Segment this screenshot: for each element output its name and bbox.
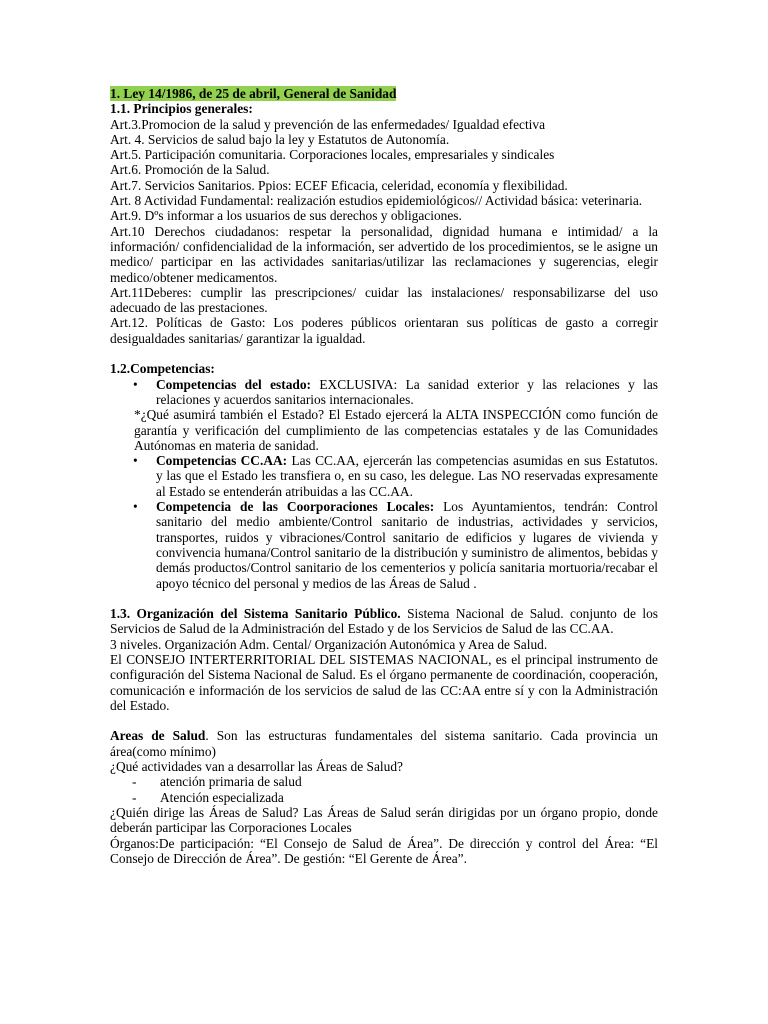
art-7: Art.7. Servicios Sanitarios. Ppios: ECEF Eficacia, celeridad, economía y flexibilidad. — [110, 177, 568, 193]
organos-paragraph: Órganos:De participación: “El Consejo de Salud de Área”. De dirección y control del Área: “El Consejo de Dirección de Área”. De gestión: “El Gerente de Área”. — [110, 835, 658, 866]
consejo-paragraph: El CONSEJO INTERTERRITORIAL DEL SISTEMAS NACIONAL, es el principal instrumento de configuración del Sistema Nacional de Salud. Es el órgano permanente de coordinación, cooperación, comunicación e información de los servicios de salud de las CC:AA entre sí y con la Administración del Estado. — [110, 651, 658, 713]
list-item-atencion-primaria: - atención primaria de salud — [132, 774, 302, 790]
bullet-icon: • — [133, 376, 138, 392]
spacer — [110, 346, 658, 361]
highlighted-title: 1. Ley 14/1986, de 25 de abril, General de Sanidad — [110, 86, 397, 101]
alta-inspeccion-note: *¿Qué asumirá también el Estado? El Estado ejercerá la ALTA INSPECCIÓN como función de garantía y verificación del cumplimiento de las competencias estatales y de las Comunidades Autónomas en materia de sanidad. — [134, 407, 658, 453]
art-9: Art.9. Dºs informar a los usuarios de sus derechos y obligaciones. — [110, 208, 462, 224]
list-item-corporaciones: • Competencia de las Coorporaciones Locales: Los Ayuntamientos, tendrán: Control sanitario del medio ambiente/Control sanitario de industrias, actividades y servicios, transportes, ruidos y vibraciones/Control sanitario de edificios y lugares de vivienda y convivencia humana/Control sanitario de la distribución y suministro de alimentos, bebidas y demás productos/Control sanitario de los cementerios y policía sanitaria mortuoria/recabar el apoyo técnico del personal y medios de las Áreas de Salud . — [133, 499, 658, 591]
art-8: Art. 8 Actividad Fundamental: realización estudios epidemiológicos// Actividad básica: veterinaria. — [110, 193, 643, 209]
art-11: Art.11Deberes: cumplir las prescripciones/ cuidar las instalaciones/ responsabilizarse del uso adecuado de las prestaciones. — [110, 284, 658, 316]
dash-icon: - — [132, 789, 137, 805]
list-item-atencion-especializada: - Atención especializada — [132, 789, 284, 805]
bullet-icon: • — [133, 453, 138, 469]
art-10: Art.10 Derechos ciudadanos: respetar la personalidad, dignidad humana e intimidad/ a la información/ confidencialidad de la información, ser advertido de los procedimientos, se le asigne un medico/ participar en las actividades sanitarias/utilizar las reclamaciones y sugerencias, elegir medico/obtener medicamentos. — [110, 223, 658, 285]
section-1-2-title: 1.2.Competencias: — [110, 361, 215, 377]
document-page — [110, 86, 658, 866]
bullet-icon: • — [133, 499, 138, 515]
section-1-1-title: 1.1. Principios generales: — [110, 101, 253, 117]
areas-paragraph: Areas de Salud. Son las estructuras fundamentales del sistema sanitario. Cada provincia un área(como mínimo) — [110, 728, 658, 759]
art-6: Art.6. Promoción de la Salud. — [110, 162, 270, 178]
spacer — [110, 591, 658, 606]
section-1-title — [110, 86, 658, 101]
niveles-line: 3 niveles. Organización Adm. Cental/ Organización Autonómica y Area de Salud. — [110, 636, 548, 652]
art-4: Art. 4. Servicios de salud bajo la ley y Estatutos de Autonomía. — [110, 131, 450, 147]
section-1-3-paragraph: 1.3. Organización del Sistema Sanitario Público. Sistema Nacional de Salud. conjunto de los Servicios de Salud de la Administración del Estado y de los Servicios de Salud de las CC.AA. — [110, 606, 658, 637]
competencias-list-2 — [110, 453, 658, 591]
list-item-ccaa: • Competencias CC.AA: Las CC.AA, ejercerán las competencias asumidas en sus Estatutos. y las que el Estado les transfiera o, en su caso, les delegue. Las NO reservadas expresamente al Estado se entenderán atribuidas a las CC.AA. — [133, 453, 658, 499]
quien-dirige-paragraph: ¿Quién dirige las Áreas de Salud? Las Áreas de Salud serán dirigidas por un órgano propio, donde deberán participar las Corporaciones Locales — [110, 804, 658, 836]
list-item-estado: • Competencias del estado: EXCLUSIVA: La sanidad exterior y las relaciones y las relaciones y acuerdos sanitarios internacionales. — [133, 376, 658, 407]
dash-icon: - — [132, 774, 137, 790]
spacer — [110, 713, 658, 728]
art-12: Art.12. Políticas de Gasto: Los poderes públicos orientaran sus políticas de gasto a corregir desigualdades sanitarias/ garantizar la igualdad. — [110, 315, 658, 346]
art-5: Art.5. Participación comunitaria. Corporaciones locales, empresariales y sindicales — [110, 147, 555, 163]
art-3: Art.3.Promocion de la salud y prevención de las enfermedades/ Igualdad efectiva — [110, 116, 546, 132]
competencias-list — [110, 377, 658, 408]
areas-question: ¿Qué actividades van a desarrollar las Áreas de Salud? — [110, 759, 403, 775]
actividades-list — [110, 774, 658, 805]
